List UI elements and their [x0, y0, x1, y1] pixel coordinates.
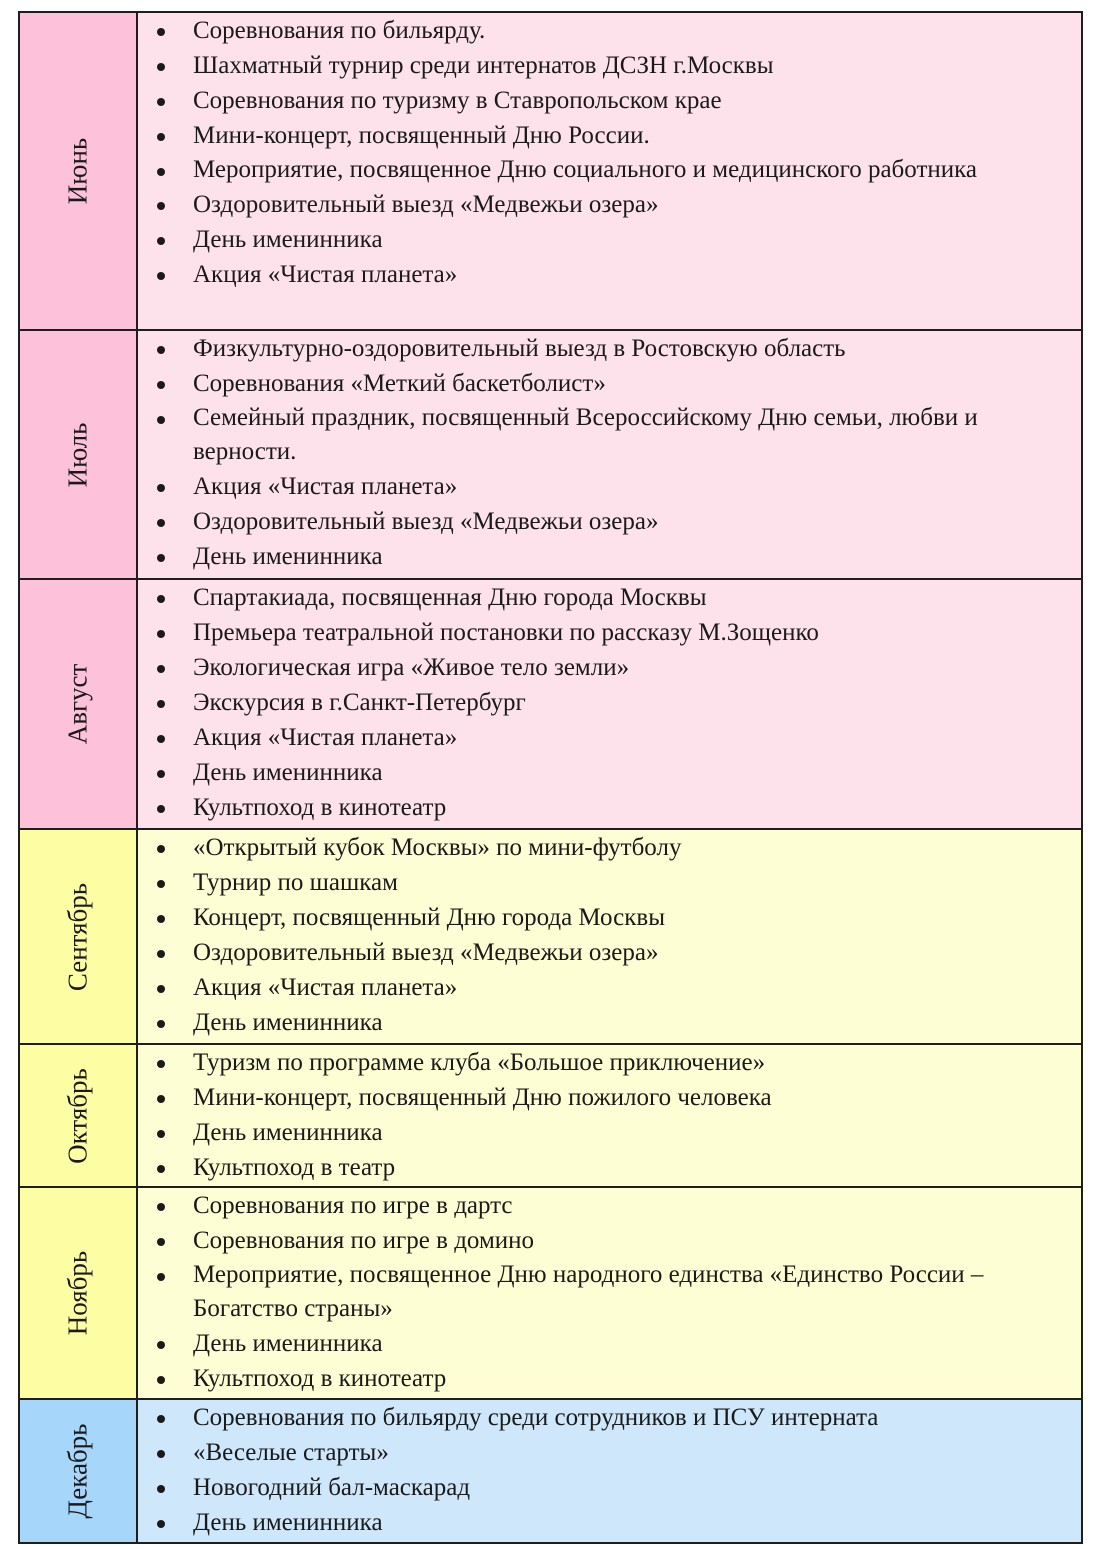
list-item: Физкультурно-оздоровительный выезд в Ростовскую область	[138, 331, 1081, 366]
list-item: Шахматный турнир среди интернатов ДСЗН г.Москвы	[138, 48, 1081, 83]
events-list	[138, 1400, 1081, 1540]
month-cell	[19, 1399, 137, 1543]
bullet-icon	[157, 202, 165, 210]
bullet-icon	[157, 1485, 165, 1493]
list-item: День именинника	[138, 539, 1081, 574]
list-item: Оздоровительный выезд «Медвежьи озера»	[138, 504, 1081, 539]
month-cell	[19, 12, 137, 330]
bullet-icon	[157, 805, 165, 813]
list-item: Акция «Чистая планета»	[138, 720, 1081, 755]
list-item: Мини-концерт, посвященный Дню России.	[138, 118, 1081, 153]
events-list	[138, 1045, 1081, 1185]
bullet-icon	[157, 1238, 165, 1246]
events-list	[138, 331, 1081, 574]
bullet-icon	[157, 63, 165, 71]
events-cell	[137, 829, 1082, 1044]
list-item: Соревнования по туризму в Ставропольском крае	[138, 83, 1081, 118]
month-cell	[19, 1044, 137, 1187]
bullet-icon	[157, 1415, 165, 1423]
list-item: Концерт, посвященный Дню города Москвы	[138, 900, 1081, 935]
bullet-icon	[157, 1060, 165, 1068]
list-item: День именинника	[138, 1326, 1081, 1361]
month-label: Июль	[62, 422, 93, 487]
month-cell	[19, 579, 137, 829]
bullet-icon	[157, 381, 165, 389]
bullet-icon	[157, 880, 165, 888]
bullet-icon	[157, 915, 165, 923]
events-cell	[137, 579, 1082, 829]
bullet-icon	[157, 1095, 165, 1103]
bullet-icon	[157, 484, 165, 492]
month-label: Август	[62, 663, 93, 745]
bullet-icon	[157, 1020, 165, 1028]
month-row-october	[19, 1044, 1082, 1187]
bullet-icon	[157, 735, 165, 743]
list-item: Спартакиада, посвященная Дню города Москвы	[138, 580, 1081, 615]
bullet-icon	[157, 519, 165, 527]
list-item: Оздоровительный выезд «Медвежьи озера»	[138, 935, 1081, 970]
events-list	[138, 580, 1081, 825]
list-item: Мероприятие, посвященное Дню народного единства «Единство России – Богатство страны»	[138, 1258, 1081, 1326]
list-item: Соревнования по игре в домино	[138, 1223, 1081, 1258]
bullet-icon	[157, 168, 165, 176]
bullet-icon	[157, 770, 165, 778]
events-list	[138, 1188, 1081, 1396]
month-row-december	[19, 1399, 1082, 1543]
bullet-icon	[157, 554, 165, 562]
list-item: Соревнования «Меткий баскетболист»	[138, 366, 1081, 401]
list-item: Соревнования по бильярду среди сотрудников и ПСУ интерната	[138, 1400, 1081, 1435]
list-item: Культпоход в кинотеатр	[138, 1361, 1081, 1396]
month-label: Июнь	[62, 137, 93, 205]
events-cell	[137, 1399, 1082, 1543]
bullet-icon	[157, 845, 165, 853]
list-item: Мероприятие, посвященное Дню социального и медицинского работника	[138, 153, 1081, 187]
bullet-icon	[157, 28, 165, 36]
events-cell	[137, 1187, 1082, 1399]
month-cell	[19, 1187, 137, 1399]
bullet-icon	[157, 1203, 165, 1211]
month-row-july	[19, 330, 1082, 579]
bullet-icon	[157, 98, 165, 106]
events-list	[138, 830, 1081, 1040]
bullet-icon	[157, 416, 165, 424]
list-item: Оздоровительный выезд «Медвежьи озера»	[138, 187, 1081, 222]
bullet-icon	[157, 630, 165, 638]
month-row-august	[19, 579, 1082, 829]
list-item: Премьера театральной постановки по рассказу М.Зощенко	[138, 615, 1081, 650]
events-cell	[137, 1044, 1082, 1187]
month-cell	[19, 829, 137, 1044]
month-cell	[19, 330, 137, 579]
month-row-september	[19, 829, 1082, 1044]
bullet-icon	[157, 985, 165, 993]
list-item: День именинника	[138, 755, 1081, 790]
bullet-icon	[157, 1450, 165, 1458]
events-schedule-table	[18, 11, 1083, 1544]
bullet-icon	[157, 346, 165, 354]
events-cell	[137, 12, 1082, 330]
bullet-icon	[157, 1273, 165, 1281]
list-item: Мини-концерт, посвященный Дню пожилого человека	[138, 1080, 1081, 1115]
list-item: «Открытый кубок Москвы» по мини-футболу	[138, 830, 1081, 865]
month-label: Сентябрь	[62, 882, 93, 991]
list-item: Соревнования по бильярду.	[138, 13, 1081, 48]
month-label: Октябрь	[62, 1067, 93, 1164]
list-item: Семейный праздник, посвященный Всероссийскому Дню семьи, любви и верности.	[138, 401, 1081, 469]
list-item: День именинника	[138, 222, 1081, 257]
bullet-icon	[157, 1165, 165, 1173]
bullet-icon	[157, 950, 165, 958]
month-row-june	[19, 12, 1082, 330]
list-item: Культпоход в кинотеатр	[138, 790, 1081, 825]
bullet-icon	[157, 595, 165, 603]
list-item: Экскурсия в г.Санкт-Петербург	[138, 685, 1081, 720]
list-item: Новогодний бал-маскарад	[138, 1470, 1081, 1505]
events-cell	[137, 330, 1082, 579]
month-label: Ноябрь	[62, 1250, 93, 1336]
bullet-icon	[157, 1520, 165, 1528]
bullet-icon	[157, 1341, 165, 1349]
bullet-icon	[157, 133, 165, 141]
list-item: День именинника	[138, 1115, 1081, 1150]
bullet-icon	[157, 272, 165, 280]
list-item: Культпоход в театр	[138, 1150, 1081, 1185]
list-item: «Веселые старты»	[138, 1435, 1081, 1470]
list-item: Туризм по программе клуба «Большое приключение»	[138, 1045, 1081, 1080]
list-item: Акция «Чистая планета»	[138, 970, 1081, 1005]
bullet-icon	[157, 665, 165, 673]
month-row-november	[19, 1187, 1082, 1399]
list-item: Соревнования по игре в дартс	[138, 1188, 1081, 1223]
list-item: День именинника	[138, 1505, 1081, 1540]
list-item: День именинника	[138, 1005, 1081, 1040]
events-list	[138, 13, 1081, 292]
list-item: Турнир по шашкам	[138, 865, 1081, 900]
bullet-icon	[157, 1130, 165, 1138]
list-item: Акция «Чистая планета»	[138, 257, 1081, 292]
bullet-icon	[157, 1376, 165, 1384]
bullet-icon	[157, 237, 165, 245]
bullet-icon	[157, 700, 165, 708]
list-item: Акция «Чистая планета»	[138, 469, 1081, 504]
month-label: Декабрь	[62, 1423, 93, 1519]
list-item: Экологическая игра «Живое тело земли»	[138, 650, 1081, 685]
